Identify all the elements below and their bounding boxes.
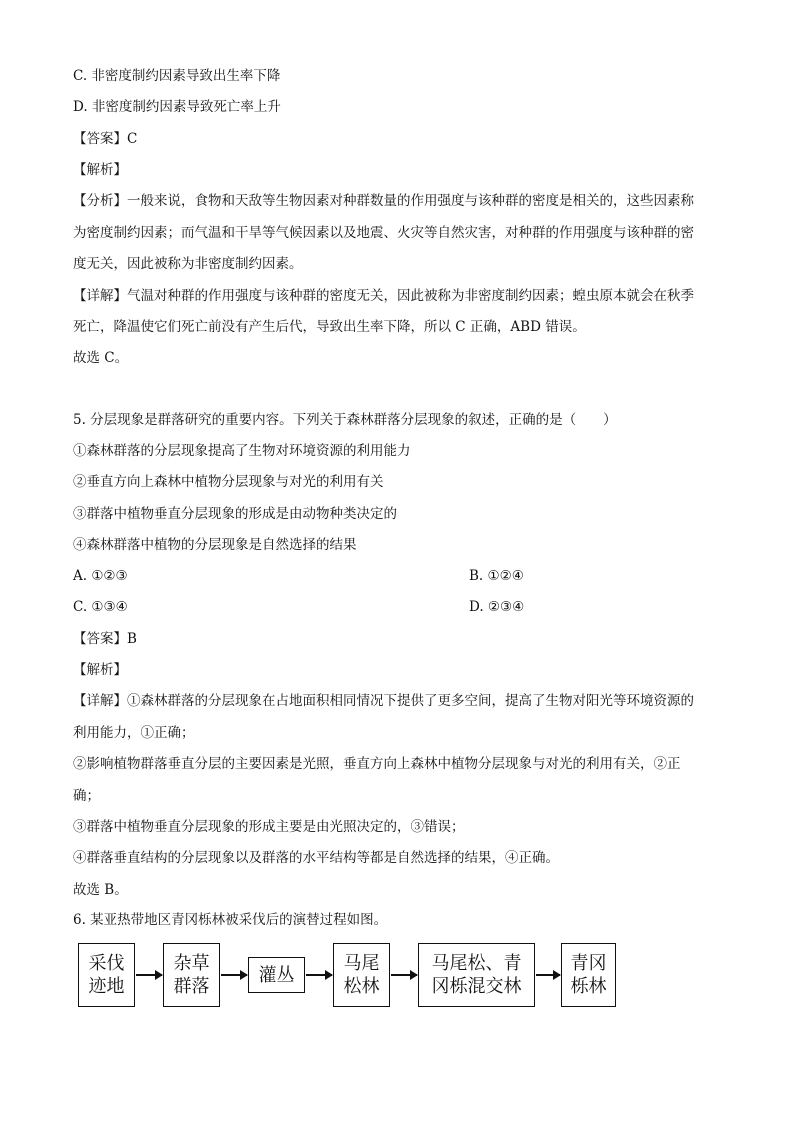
question-6: 6. 某亚热带地区青冈栎林被采伐后的演替过程如图。 <box>73 912 388 928</box>
arrow-icon <box>306 974 332 976</box>
option-c: C. 非密度制约因素导致出生率下降 <box>73 68 281 84</box>
detail-text: 利用能力，①正确； <box>73 725 195 741</box>
analysis-text: 【分析】一般来说，食物和天敌等生物因素对种群数量的作用强度与该种群的密度是相关的，这些因素称 <box>73 193 694 209</box>
arrow-icon <box>391 974 417 976</box>
analysis-text: 为密度制约因素；而气温和干旱等气候因素以及地震、火灾等自然灾害，对种群的作用强度与该种群的密 <box>73 225 694 241</box>
question-5: 5. 分层现象是群落研究的重要内容。下列关于森林群落分层现象的叙述，正确的是（ ） <box>73 412 617 428</box>
flow-box-shrub: 灌丛 <box>248 957 305 993</box>
arrow-icon <box>536 974 560 976</box>
analysis-label: 【解析】 <box>73 162 127 178</box>
flow-box-mixed: 马尾松、青 冈栎混交林 <box>418 943 535 1007</box>
choose-text: 故选 B。 <box>73 882 128 898</box>
option-c2: C. ①③④ <box>73 599 128 615</box>
succession-flowchart <box>78 943 638 1007</box>
flow-box-pine: 马尾 松林 <box>333 943 390 1007</box>
answer-label: 【答案】B <box>73 631 137 647</box>
option-row-1 <box>73 566 524 586</box>
statement-3: ③群落中植物垂直分层现象的形成是由动物种类决定的 <box>73 506 397 522</box>
statement-2: ②垂直方向上森林中植物分层现象与对光的利用有关 <box>73 474 384 490</box>
option-d2: D. ②③④ <box>469 599 525 615</box>
flow-box-oak: 青冈 栎林 <box>561 943 616 1007</box>
option-b: B. ①②④ <box>469 568 524 584</box>
detail-text: 确； <box>73 788 100 804</box>
flow-box-weeds: 杂草 群落 <box>163 943 220 1007</box>
arrow-icon <box>221 974 247 976</box>
answer-label: 【答案】C <box>73 131 138 147</box>
statement-4: ④森林群落中植物的分层现象是自然选择的结果 <box>73 537 357 553</box>
detail-text: ④群落垂直结构的分层现象以及群落的水平结构等都是自然选择的结果，④正确。 <box>73 850 559 866</box>
detail-text: ③群落中植物垂直分层现象的形成主要是由光照决定的，③错误； <box>73 819 465 835</box>
analysis-text: 度无关，因此被称为非密度制约因素。 <box>73 256 303 272</box>
detail-text: ②影响植物群落垂直分层的主要因素是光照，垂直方向上森林中植物分层现象与对光的利用有关，②正 <box>73 756 681 772</box>
detail-text: 死亡，降温使它们死亡前没有产生后代，导致出生率下降，所以 C 正确，ABD 错误。 <box>73 319 586 335</box>
detail-text: 【详解】①森林群落的分层现象在占地面积相同情况下提供了更多空间，提高了生物对阳光等环境资源的 <box>73 693 694 709</box>
choose-text: 故选 C。 <box>73 350 129 366</box>
detail-text: 【详解】气温对种群的作用强度与该种群的密度无关，因此被称为非密度制约因素；蝗虫原本就会在秋季 <box>73 288 694 304</box>
option-row-2 <box>73 597 525 617</box>
flow-box-clearcut: 采伐 迹地 <box>78 943 135 1007</box>
arrow-icon <box>136 974 162 976</box>
option-d: D. 非密度制约因素导致死亡率上升 <box>73 99 281 115</box>
statement-1: ①森林群落的分层现象提高了生物对环境资源的利用能力 <box>73 443 411 459</box>
analysis-label: 【解析】 <box>73 662 127 678</box>
option-a: A. ①②③ <box>73 568 128 584</box>
